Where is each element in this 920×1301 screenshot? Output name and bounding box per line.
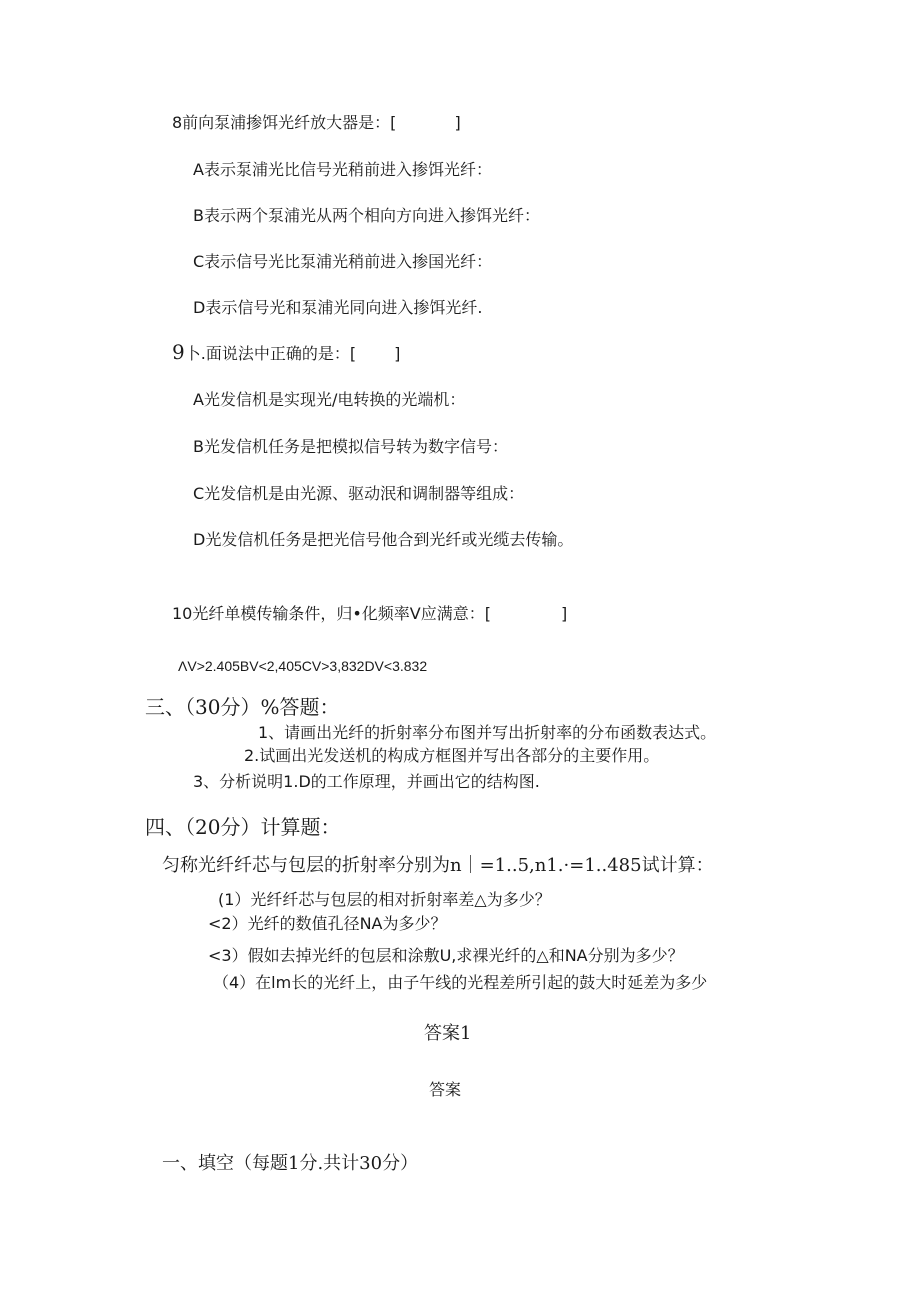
answers-part-1: 一、填空（每题1分.共计30分）	[162, 1153, 419, 1174]
answers-heading-1: 答案1	[424, 1023, 472, 1044]
q8-option-c: C表示信号光比泵浦光稍前进入掺国光纤：	[193, 252, 493, 271]
q8-option-b: B表示两个泵浦光从两个相向方向进入掺饵光纤：	[193, 206, 540, 225]
q9-option-a: A光发信机是实现光/电转换的光端机：	[193, 390, 466, 409]
q10-stem: 10光纤单模传输条件，归•化频率V应满意：[ ]	[172, 604, 568, 623]
q9-option-d: D光发信机任务是把光信号他合到光纤或光缆去传输。	[193, 530, 574, 549]
q9-stem: 9卜.面说法中正确的是：[ ]	[172, 340, 401, 364]
section4-title: 四、（20分）计算题：	[145, 815, 341, 839]
answers-heading-2: 答案	[429, 1080, 462, 1099]
q9-option-c: C光发信机是由光源、驱动泯和调制器等组成：	[193, 484, 525, 503]
q9-option-b: B光发信机任务是把模拟信号转为数字信号：	[193, 437, 508, 456]
section3-item-1: 1、请画出光纤的折射率分布图并写出折射率的分布函数表达式。	[258, 723, 717, 742]
q8-stem: 8前向泵浦掺饵光纤放大器是：[ ]	[172, 113, 461, 132]
q8-option-a: A表示泵浦光比信号光稍前进入掺饵光纤：	[193, 160, 492, 179]
section3-item-3: 3、分析说明1.D的工作原理，并画出它的结构图.	[193, 772, 540, 791]
section3-item-2: 2.试画出光发送机的构成方框图并写出各部分的主要作用。	[244, 746, 660, 765]
q10-options: ΛV>2.405BV<2,405CV>3,832DV<3.832	[178, 658, 428, 674]
section4-intro: 匀称光纤纤芯与包层的折射率分别为n｜=1..5,n1.·=1..485试计算：	[162, 855, 714, 876]
section4-item-3: <3）假如去掉光纤的包层和涂敷U,求裸光纤的△和NA分别为多少？	[208, 946, 684, 965]
q8-option-d: D表示信号光和泵浦光同向进入掺饵光纤.	[193, 298, 483, 317]
section4-item-1: (1）光纤纤芯与包层的相对折射率差△为多少？	[218, 890, 551, 909]
section3-title: 三、（30分）%答题：	[145, 695, 340, 719]
section4-item-4: （4）在lm长的光纤上，由子午线的光程差所引起的鼓大时延差为多少	[213, 973, 708, 992]
section4-item-2: <2）光纤的数值孔径NA为多少？	[208, 914, 447, 933]
